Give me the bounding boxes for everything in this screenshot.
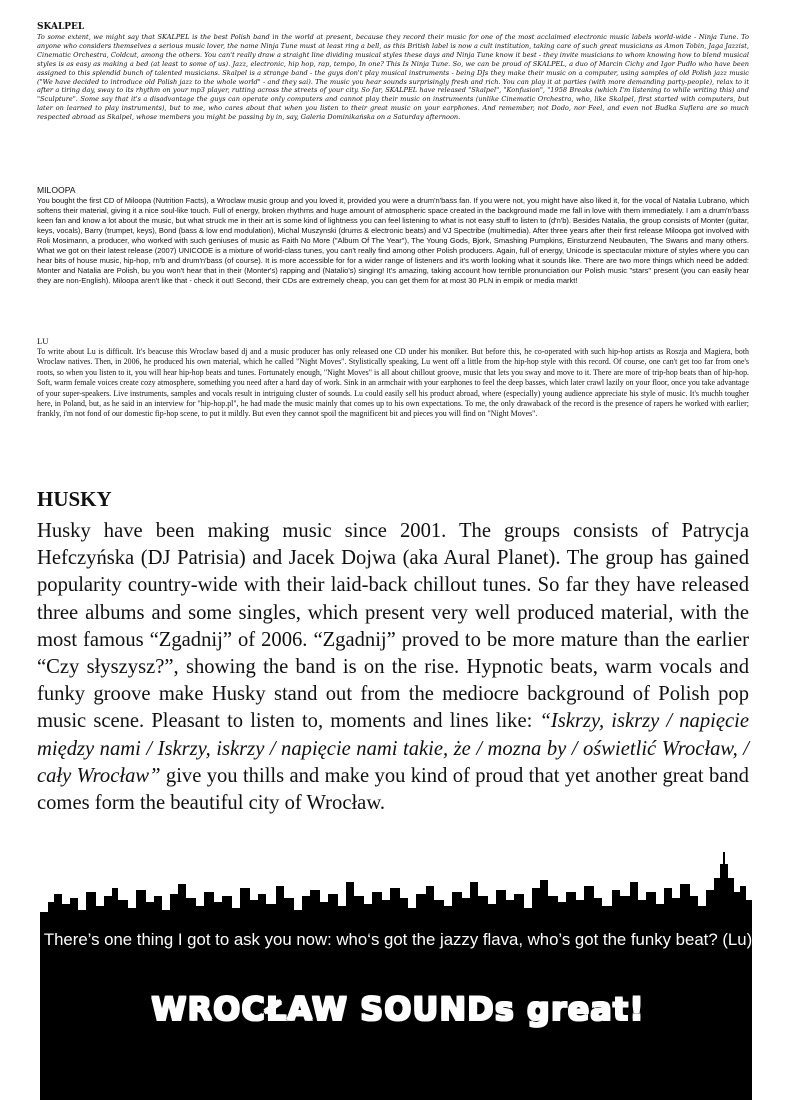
miloopa-body: You bought the first CD of Miloopa (Nutrition Facts), a Wroclaw music group and you loved it, provided you were a drum'n'bass fan. If you were not, you might have also liked it, for the vocal of Natalia Lubrano, which softens their material, giving it a nice soul-like touch. Full of energy, broken rhythms and huge amount of atmospheric space created in the background made me fall in love with them immediately. I am a drum'n'bass keen fan and know a lot about the music, but what struck me in their art is some kind of lightness you can feel listening to what is not easy stuff to listen to (d'n'b). Besides Natalia, the group consists of Monter (guitar, keys, vocals), Barry (trumpet, keys), Bond (bass & low end modulation), Michal Muszynski (drums & electronic beats) and VJ Spectribe (multimedia). After three years after their first release Miloopa got involved with Roli Mosimann, a producer, who worked with such geniuses of music as Faith No More ("Album Of The Year"), The Young Gods, Bjork, Smashing Pumpkins, Einsturzend Neubauten, The Swans and many others. What we got on their latest release (2007) UNICODE is a mixture of world-class tunes, you can't really find among other Polish producers. Again, full of energy, Unicode is spectacular mixture of styles where you can hear bits of house music, hip-hop, rn'b and drum'n'bass (of course). It is more accessible for for a wider range of listeners and it's worth looking what it sounds like. There are two more things which need be added: Monter and Natalia are Polish, bu you won't hear that in their (Monter's) rapping and (Natalio's) singing! It's amazing, taking account how terrible pronunciation our Polish music "stars" present (you can easily hear they are non-English). Miloopa aren't like that - check it out! Second, their CDs are extremely cheap, you can get them for at most 30 PLN in empik or media markt! [37, 196, 749, 285]
husky-body [37, 518, 749, 817]
husky-section [37, 486, 749, 817]
husky-body-outro: give you thills and make you kind of proud that yet another great band comes form the beautiful city of Wrocław. [37, 764, 749, 815]
lu-quote: There’s one thing I got to ask you now: who‘s got the jazzy flava, who’s got the funky beat? (Lu) [43, 930, 753, 949]
skalpel-heading: SKALPEL [37, 22, 85, 32]
skalpel-section [37, 22, 749, 122]
wroclaw-slogan: WROCŁAW SOUNDs great! [151, 990, 645, 1028]
lu-heading: LU [37, 336, 49, 346]
lu-section [37, 336, 749, 420]
miloopa-heading: MILOOPA [37, 185, 76, 195]
city-skyline-banner [0, 852, 786, 1100]
husky-heading: HUSKY [37, 487, 112, 511]
husky-body-intro: Husky have been making music since 2001. The groups consists of Patrycja Hefczyńska (DJ Patrisia) and Jacek Dojwa (aka Aural Planet). The group has gained popularity country-wide with their laid-back chillout tunes. So far they have released three albums and some singles, which present very well produced material, with the most famous “Zgadnij” of 2006. “Zgadnij” proved to be more mature than the earlier “Czy słyszysz?”, showing the band is on the rise. Hypnotic beats, warm vocals and funky groove make Husky stand out from the mediocre background of Polish pop music scene. Pleasant to listen to, moments and lines like: [37, 520, 749, 733]
skalpel-body: To some extent, we might say that SKALPEL is the best Polish band in the world at present, because they record their music for one of the most acclaimed electronic music labels world-wide - Ninja Tune. To anyone who considers themselves a serious music lover, the name Ninja Tune must at least ring a bell, as this British label is now a cult institution, taking care of such great musicians as Amon Tobin, Jaga Jazzist, Cinematic Orchestra, Coldcut, among the others. You can't really draw a straight line dividing musical styles these days and Ninja Tune know it best - they invite musicians to whom knowing how to blend musical styles is as easy as making a bed (at least to some of us). Jazz, electronic, hip hop, rap, tempo, In one? This Is Ninja Tune. So, we can be proud of SKALPEL, a duo of Marcin Cichy and Igor Pudło who have been assigned to this splendid bunch of talented musicians. Skalpel is a strange band - the guys don't play musical instruments - being DJs they make their music on a computer, using samples of old Polish jazz music ("We have decided to introduce old Polish jazz to the whole world" - and they sai). The music you hear sounds surprisingly fresh and rich. You can play it at parties (with more demanding party-people), relax to it after a tiring day, sway to its rhythm on your mp3 player, rutting across the streets of your city. So far, SKALPEL have released "Skalpel", "Konfusion", "1958 Breaks (which I'm listening to while writing this) and "Sculpture". Some say that it's a disadvantage the guys can operate only computers and cannot play their music on instruments (unlike Cinematic Orchestra, who, like Skalpel, first started with computers, but later on learned to play instruments), but to me, who cares about that when you listen to their great music on your earphones. And remember, not Dodo, nor Feel, and even not Budka Suflera are so much respected abroad as Skalpel, whose members you might be passing by in, say, Galeria Dominikańska on a Saturday afternoon. [37, 33, 749, 122]
husky-lyrics-quote: “Iskrzy, iskrzy / napięcie między nami / Iskrzy, iskrzy / napięcie nami takie, że / mozna by / oświetlić Wrocław, / cały Wrocław” [37, 710, 749, 787]
lu-body: To write about Lu is difficult. It's beacuse this Wroclaw based dj and a music producer has only released one CD under his moniker. But before this, he co-operated with such hip-hop artists as Roszja and Magiera, both Wroclaw natives. Then, in 2006, he produced his own material, which he called "Night Moves". Stylistically speaking, Lu went off a little from the hip-hop style with this record. Of course, one can't get too far from one's roots, so when you listen to it, you will hear hip-hop beats and tunes. Fortunately enough, "Night Moves" is all about chillout groove, music that lets you sway and move to it. There are more of trip-hop beats than of hip-hop. Soft, warm female voices create cozy atmosphere, something you need after a hard day of work. Sink in an armchair with your earphones to feel the deep basses, which later crawl lazily on your floor, once you take advantage of your super-speakers. Live instruments, samples and vocals result in intriguing cluster of sounds. Lu could easily sell his product abroad, where (especially) young audience appreciate his style of music. It's muchh tougher here, in Poland, but, as he said in an interview for "hip-hop.pl", he had made the music mainly that comes up to his own expectations. To me, the only drawaback of the record is the presence of rapers he worked with earlier; frankly, i'm not fond of our domestic fip-hop scene, to put it mildly. But even they cannot spoil the magnificent bit and pieces you will find on "Night Moves". [37, 347, 749, 419]
miloopa-section [37, 185, 749, 286]
